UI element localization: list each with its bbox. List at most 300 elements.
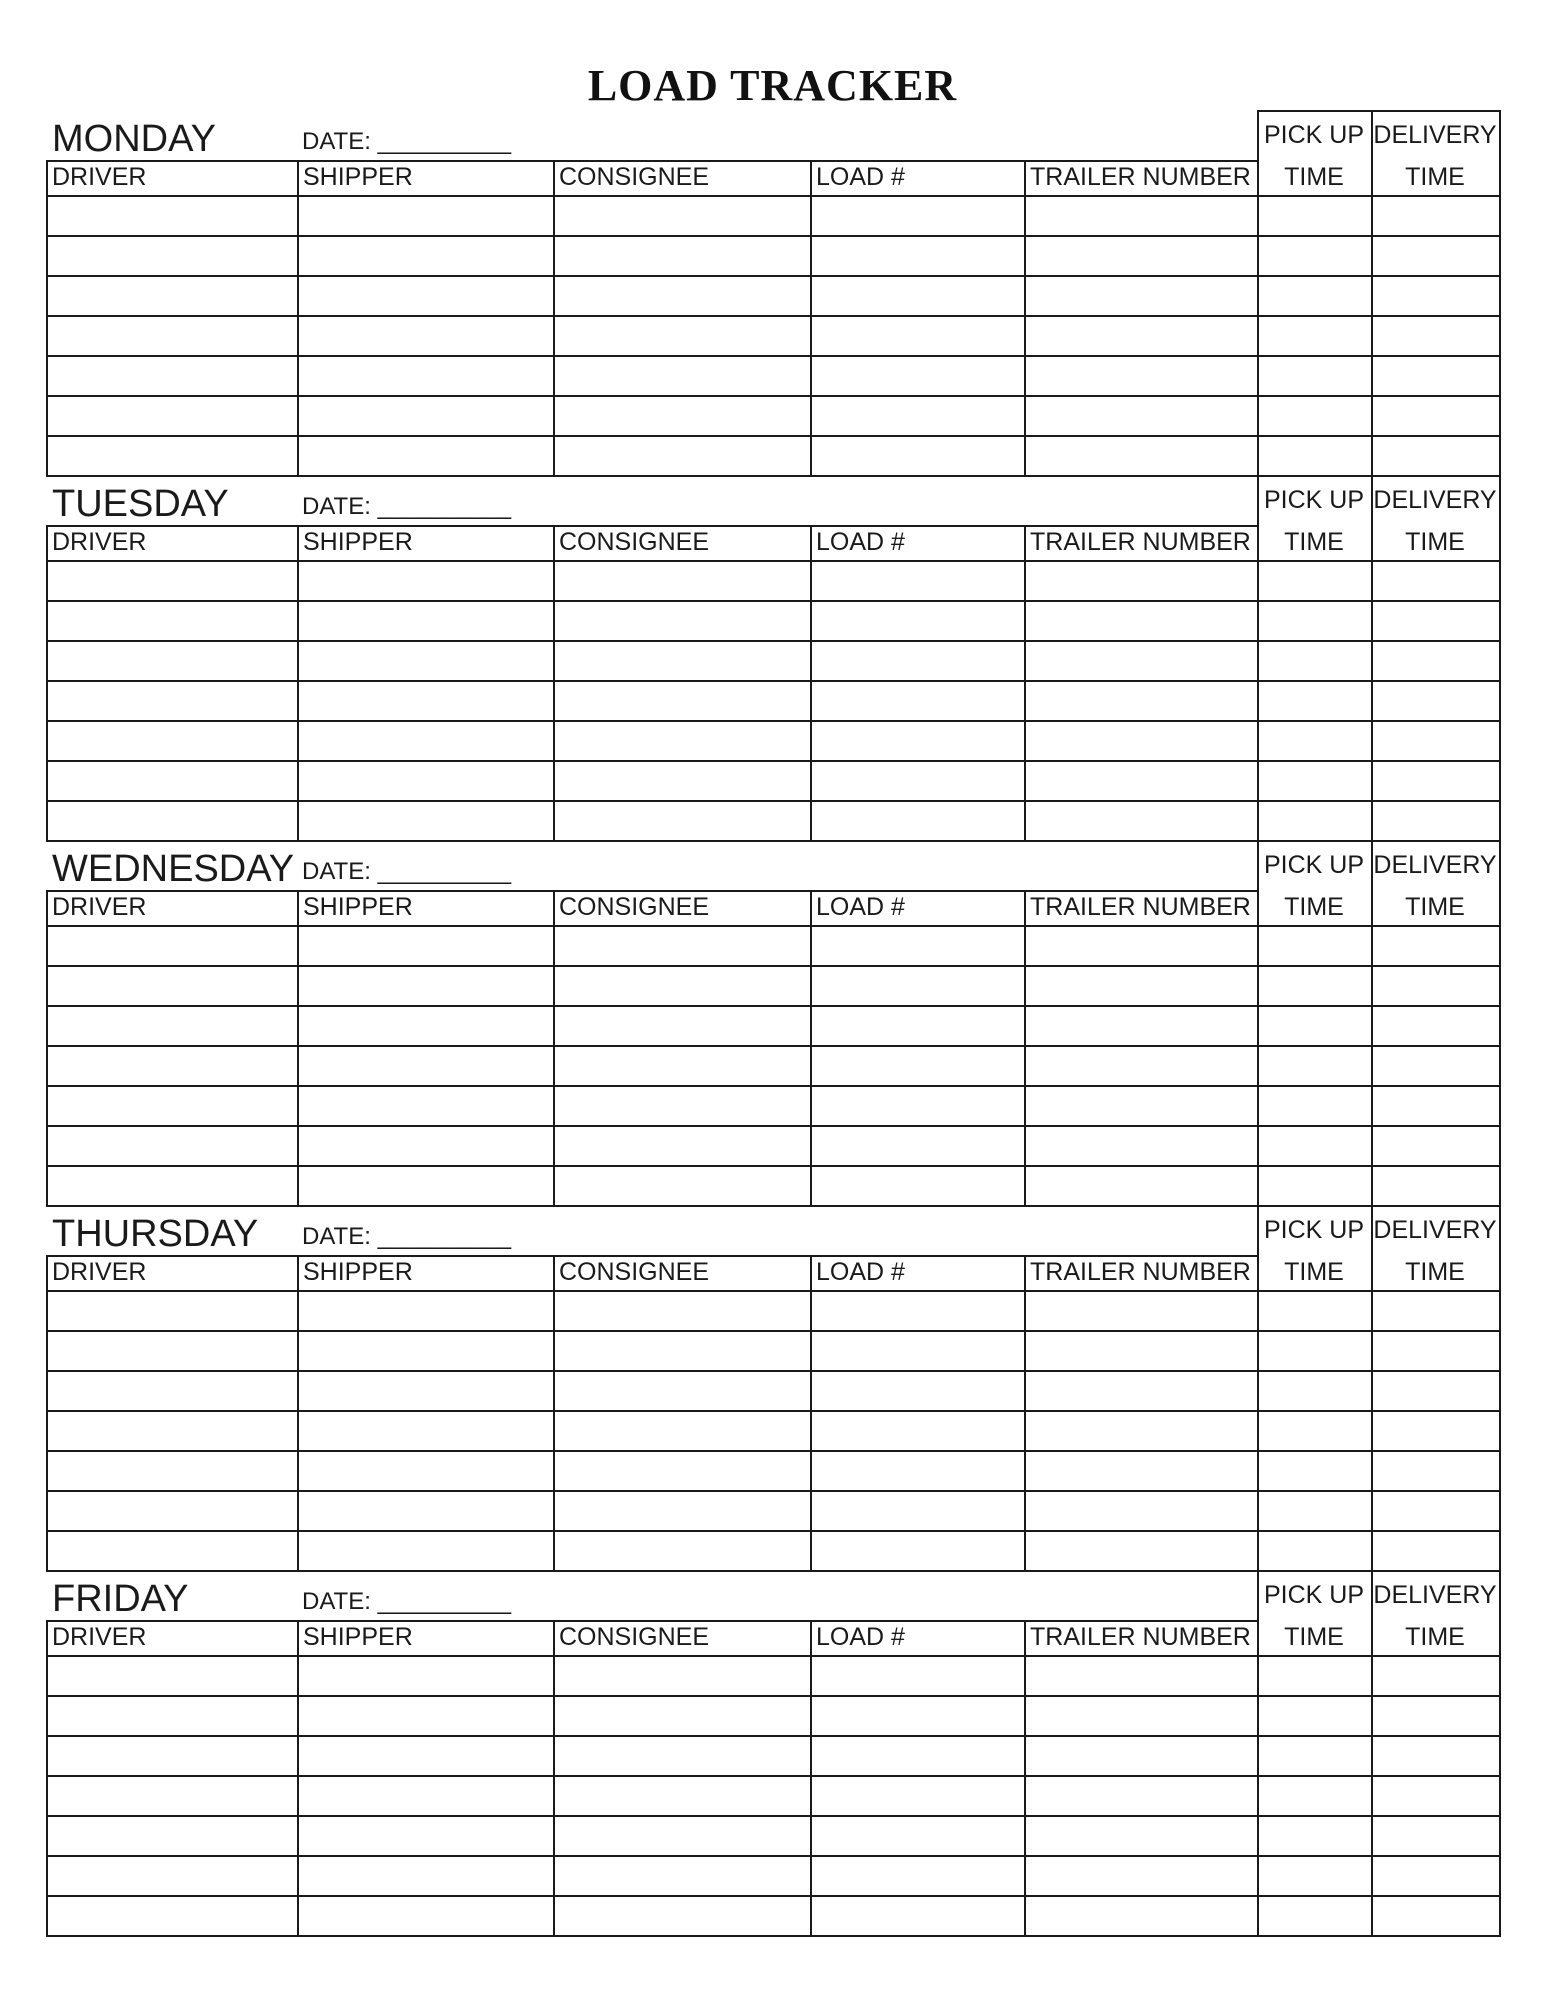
table-cell[interactable] xyxy=(299,642,553,680)
date-field[interactable]: DATE: __________ xyxy=(302,1223,512,1250)
table-cell[interactable] xyxy=(1259,602,1371,640)
table-cell[interactable] xyxy=(48,1777,297,1815)
table-cell[interactable] xyxy=(299,562,553,600)
column-header-load: LOAD # xyxy=(816,1623,905,1651)
table-cell[interactable] xyxy=(299,602,553,640)
table-cell[interactable] xyxy=(812,562,1024,600)
table-cell[interactable] xyxy=(812,682,1024,720)
table-cell[interactable] xyxy=(1373,197,1499,235)
table-cell[interactable] xyxy=(1026,722,1257,760)
table-cell[interactable] xyxy=(1026,1777,1257,1815)
table-cell[interactable] xyxy=(812,967,1024,1005)
column-header-driver: DRIVER xyxy=(52,1258,147,1286)
time-header-delivery-line2: TIME xyxy=(1405,1258,1465,1286)
table-cell[interactable] xyxy=(48,1087,297,1125)
table-cell[interactable] xyxy=(299,1492,553,1530)
date-field[interactable]: DATE: __________ xyxy=(302,858,512,885)
grid-line xyxy=(46,1255,1257,1257)
table-cell[interactable] xyxy=(1373,397,1499,435)
table-cell[interactable] xyxy=(48,927,297,965)
table-cell[interactable] xyxy=(299,1292,553,1330)
table-cell[interactable] xyxy=(1026,967,1257,1005)
table-cell[interactable] xyxy=(1259,1452,1371,1490)
table-cell[interactable] xyxy=(48,1332,297,1370)
table-cell[interactable] xyxy=(1373,562,1499,600)
time-header-pick-up-line1: PICK UP xyxy=(1263,851,1365,879)
table-cell[interactable] xyxy=(812,1657,1024,1695)
table-cell[interactable] xyxy=(555,1737,810,1775)
table-cell[interactable] xyxy=(555,437,810,475)
table-cell[interactable] xyxy=(1373,1532,1499,1570)
table-cell[interactable] xyxy=(555,642,810,680)
table-cell[interactable] xyxy=(1259,682,1371,720)
table-cell[interactable] xyxy=(555,1372,810,1410)
table-cell[interactable] xyxy=(555,682,810,720)
table-cell[interactable] xyxy=(1026,1532,1257,1570)
table-cell[interactable] xyxy=(1026,357,1257,395)
table-cell[interactable] xyxy=(1026,237,1257,275)
table-cell[interactable] xyxy=(1373,277,1499,315)
table-cell[interactable] xyxy=(1026,1737,1257,1775)
table-cell[interactable] xyxy=(555,562,810,600)
table-cell[interactable] xyxy=(48,1817,297,1855)
table-cell[interactable] xyxy=(48,1412,297,1450)
table-cell[interactable] xyxy=(812,1697,1024,1735)
table-cell[interactable] xyxy=(299,1737,553,1775)
table-cell[interactable] xyxy=(812,197,1024,235)
table-cell[interactable] xyxy=(812,1532,1024,1570)
table-cell[interactable] xyxy=(299,317,553,355)
table-cell[interactable] xyxy=(812,1127,1024,1165)
table-cell[interactable] xyxy=(812,1817,1024,1855)
table-cell[interactable] xyxy=(1026,1452,1257,1490)
table-cell[interactable] xyxy=(555,1452,810,1490)
table-cell[interactable] xyxy=(48,1452,297,1490)
column-header-trailer-number: TRAILER NUMBER xyxy=(1030,1258,1251,1286)
table-cell[interactable] xyxy=(1026,277,1257,315)
table-cell[interactable] xyxy=(1026,1372,1257,1410)
table-cell[interactable] xyxy=(48,1657,297,1695)
table-cell[interactable] xyxy=(1026,1817,1257,1855)
table-cell[interactable] xyxy=(1373,1817,1499,1855)
table-cell[interactable] xyxy=(1373,1737,1499,1775)
table-cell[interactable] xyxy=(812,437,1024,475)
table-cell[interactable] xyxy=(1259,762,1371,800)
table-cell[interactable] xyxy=(1373,1857,1499,1895)
table-cell[interactable] xyxy=(1373,927,1499,965)
table-cell[interactable] xyxy=(1373,1412,1499,1450)
table-cell[interactable] xyxy=(1373,1657,1499,1695)
table-cell[interactable] xyxy=(48,237,297,275)
column-header-trailer-number: TRAILER NUMBER xyxy=(1030,163,1251,191)
table-cell[interactable] xyxy=(1259,562,1371,600)
table-cell[interactable] xyxy=(1259,967,1371,1005)
column-header-shipper: SHIPPER xyxy=(303,163,413,191)
table-cell[interactable] xyxy=(1026,1167,1257,1205)
table-cell[interactable] xyxy=(555,1857,810,1895)
table-cell[interactable] xyxy=(1259,437,1371,475)
column-header-trailer-number: TRAILER NUMBER xyxy=(1030,893,1251,921)
table-cell[interactable] xyxy=(812,1007,1024,1045)
table-cell[interactable] xyxy=(555,1292,810,1330)
table-cell[interactable] xyxy=(1373,1167,1499,1205)
table-cell[interactable] xyxy=(299,1087,553,1125)
day-name: TUESDAY xyxy=(52,483,229,525)
table-cell[interactable] xyxy=(48,1737,297,1775)
time-header-delivery-line2: TIME xyxy=(1405,528,1465,556)
table-cell[interactable] xyxy=(48,1007,297,1045)
table-cell[interactable] xyxy=(1259,1412,1371,1450)
table-cell[interactable] xyxy=(1026,562,1257,600)
grid-line xyxy=(46,160,1257,162)
table-cell[interactable] xyxy=(48,1532,297,1570)
table-cell[interactable] xyxy=(48,642,297,680)
table-cell[interactable] xyxy=(1373,1372,1499,1410)
table-cell[interactable] xyxy=(299,967,553,1005)
day-name: WEDNESDAY xyxy=(52,848,295,890)
table-cell[interactable] xyxy=(1259,1532,1371,1570)
table-cell[interactable] xyxy=(299,1127,553,1165)
table-cell[interactable] xyxy=(299,1817,553,1855)
table-cell[interactable] xyxy=(812,1492,1024,1530)
time-header-pick-up-line2: TIME xyxy=(1284,1623,1344,1651)
table-cell[interactable] xyxy=(48,967,297,1005)
table-cell[interactable] xyxy=(48,722,297,760)
table-cell[interactable] xyxy=(299,197,553,235)
table-cell[interactable] xyxy=(1259,1492,1371,1530)
table-cell[interactable] xyxy=(1259,722,1371,760)
column-header-load: LOAD # xyxy=(816,1258,905,1286)
table-cell[interactable] xyxy=(1026,437,1257,475)
table-cell[interactable] xyxy=(1373,642,1499,680)
table-cell[interactable] xyxy=(555,722,810,760)
table-cell[interactable] xyxy=(1026,602,1257,640)
grid-line xyxy=(1257,1570,1501,1572)
table-cell[interactable] xyxy=(1026,1127,1257,1165)
table-cell[interactable] xyxy=(1259,197,1371,235)
table-cell[interactable] xyxy=(1026,802,1257,840)
table-cell[interactable] xyxy=(299,722,553,760)
table-cell[interactable] xyxy=(812,357,1024,395)
table-cell[interactable] xyxy=(555,237,810,275)
table-cell[interactable] xyxy=(1373,437,1499,475)
table-cell[interactable] xyxy=(1259,1372,1371,1410)
table-cell[interactable] xyxy=(812,642,1024,680)
table-cell[interactable] xyxy=(812,1087,1024,1125)
table-cell[interactable] xyxy=(1026,1697,1257,1735)
grid-line xyxy=(1499,840,1501,1207)
table-cell[interactable] xyxy=(555,762,810,800)
table-cell[interactable] xyxy=(812,317,1024,355)
column-header-load: LOAD # xyxy=(816,893,905,921)
table-cell[interactable] xyxy=(812,1332,1024,1370)
time-header-pick-up-line1: PICK UP xyxy=(1263,1216,1365,1244)
table-cell[interactable] xyxy=(1373,802,1499,840)
table-cell[interactable] xyxy=(555,197,810,235)
table-cell[interactable] xyxy=(812,1857,1024,1895)
table-cell[interactable] xyxy=(1373,357,1499,395)
table-cell[interactable] xyxy=(555,1532,810,1570)
day-name: THURSDAY xyxy=(52,1213,259,1255)
table-cell[interactable] xyxy=(1259,357,1371,395)
table-cell[interactable] xyxy=(812,602,1024,640)
table-cell[interactable] xyxy=(555,927,810,965)
table-cell[interactable] xyxy=(1259,1697,1371,1735)
table-cell[interactable] xyxy=(48,762,297,800)
column-header-driver: DRIVER xyxy=(52,163,147,191)
table-cell[interactable] xyxy=(299,237,553,275)
table-cell[interactable] xyxy=(48,1372,297,1410)
table-cell[interactable] xyxy=(1259,927,1371,965)
column-header-consignee: CONSIGNEE xyxy=(559,163,710,191)
table-cell[interactable] xyxy=(299,1657,553,1695)
table-cell[interactable] xyxy=(1259,1047,1371,1085)
table-cell[interactable] xyxy=(1026,1047,1257,1085)
table-cell[interactable] xyxy=(48,397,297,435)
time-header-pick-up-line2: TIME xyxy=(1284,528,1344,556)
table-cell[interactable] xyxy=(299,1372,553,1410)
table-cell[interactable] xyxy=(555,1332,810,1370)
table-cell[interactable] xyxy=(555,1817,810,1855)
table-cell[interactable] xyxy=(555,1167,810,1205)
grid-line xyxy=(46,1935,1501,1937)
table-cell[interactable] xyxy=(299,357,553,395)
column-header-trailer-number: TRAILER NUMBER xyxy=(1030,528,1251,556)
table-cell[interactable] xyxy=(812,1412,1024,1450)
table-cell[interactable] xyxy=(812,927,1024,965)
table-cell[interactable] xyxy=(812,1167,1024,1205)
table-cell[interactable] xyxy=(555,1127,810,1165)
table-cell[interactable] xyxy=(48,197,297,235)
table-cell[interactable] xyxy=(1373,237,1499,275)
table-cell[interactable] xyxy=(1026,762,1257,800)
table-cell[interactable] xyxy=(299,1007,553,1045)
table-cell[interactable] xyxy=(299,682,553,720)
table-cell[interactable] xyxy=(555,1697,810,1735)
table-cell[interactable] xyxy=(1026,1492,1257,1530)
table-cell[interactable] xyxy=(1373,967,1499,1005)
table-cell[interactable] xyxy=(812,802,1024,840)
table-cell[interactable] xyxy=(812,1897,1024,1935)
table-cell[interactable] xyxy=(1373,682,1499,720)
table-cell[interactable] xyxy=(299,1857,553,1895)
time-header-pick-up-line1: PICK UP xyxy=(1263,486,1365,514)
table-cell[interactable] xyxy=(812,397,1024,435)
table-cell[interactable] xyxy=(48,437,297,475)
table-cell[interactable] xyxy=(48,1047,297,1085)
table-cell[interactable] xyxy=(1259,277,1371,315)
table-cell[interactable] xyxy=(1026,1087,1257,1125)
table-cell[interactable] xyxy=(812,1292,1024,1330)
table-cell[interactable] xyxy=(555,277,810,315)
column-header-driver: DRIVER xyxy=(52,528,147,556)
table-cell[interactable] xyxy=(1373,1492,1499,1530)
table-cell[interactable] xyxy=(555,317,810,355)
table-cell[interactable] xyxy=(555,1047,810,1085)
table-cell[interactable] xyxy=(812,237,1024,275)
table-cell[interactable] xyxy=(1373,602,1499,640)
table-cell[interactable] xyxy=(812,1777,1024,1815)
table-cell[interactable] xyxy=(1259,1167,1371,1205)
time-header-delivery-line1: DELIVERY xyxy=(1373,121,1497,149)
table-cell[interactable] xyxy=(299,397,553,435)
column-header-consignee: CONSIGNEE xyxy=(559,1623,710,1651)
table-cell[interactable] xyxy=(1026,1897,1257,1935)
table-cell[interactable] xyxy=(1373,317,1499,355)
table-cell[interactable] xyxy=(1026,1657,1257,1695)
column-header-trailer-number: TRAILER NUMBER xyxy=(1030,1623,1251,1651)
column-header-driver: DRIVER xyxy=(52,1623,147,1651)
table-cell[interactable] xyxy=(555,397,810,435)
day-section-tuesday xyxy=(0,475,1545,865)
table-cell[interactable] xyxy=(299,1167,553,1205)
table-cell[interactable] xyxy=(1373,722,1499,760)
table-cell[interactable] xyxy=(1373,1332,1499,1370)
table-cell[interactable] xyxy=(48,357,297,395)
table-cell[interactable] xyxy=(299,1532,553,1570)
table-cell[interactable] xyxy=(1026,642,1257,680)
table-cell[interactable] xyxy=(1373,1047,1499,1085)
table-cell[interactable] xyxy=(1373,762,1499,800)
table-cell[interactable] xyxy=(1026,1292,1257,1330)
table-cell[interactable] xyxy=(1373,1087,1499,1125)
table-cell[interactable] xyxy=(48,802,297,840)
date-field[interactable]: DATE: __________ xyxy=(302,493,512,520)
table-cell[interactable] xyxy=(48,317,297,355)
table-cell[interactable] xyxy=(812,277,1024,315)
table-cell[interactable] xyxy=(1259,1897,1371,1935)
table-cell[interactable] xyxy=(48,1292,297,1330)
table-cell[interactable] xyxy=(555,1777,810,1815)
table-cell[interactable] xyxy=(299,277,553,315)
table-cell[interactable] xyxy=(48,602,297,640)
table-cell[interactable] xyxy=(299,437,553,475)
table-cell[interactable] xyxy=(1259,1817,1371,1855)
table-cell[interactable] xyxy=(1259,1657,1371,1695)
table-cell[interactable] xyxy=(1026,197,1257,235)
table-cell[interactable] xyxy=(555,1412,810,1450)
table-cell[interactable] xyxy=(299,1777,553,1815)
table-cell[interactable] xyxy=(1026,317,1257,355)
table-cell[interactable] xyxy=(555,1492,810,1530)
table-cell[interactable] xyxy=(1259,1857,1371,1895)
table-cell[interactable] xyxy=(48,682,297,720)
table-cell[interactable] xyxy=(555,967,810,1005)
table-cell[interactable] xyxy=(812,722,1024,760)
table-cell[interactable] xyxy=(299,1897,553,1935)
table-cell[interactable] xyxy=(812,1737,1024,1775)
column-header-driver: DRIVER xyxy=(52,893,147,921)
time-header-delivery-line1: DELIVERY xyxy=(1373,1216,1497,1244)
table-cell[interactable] xyxy=(1373,1452,1499,1490)
table-cell[interactable] xyxy=(299,1697,553,1735)
table-cell[interactable] xyxy=(48,1897,297,1935)
table-cell[interactable] xyxy=(48,1127,297,1165)
grid-line xyxy=(46,1620,1257,1622)
grid-line xyxy=(1257,475,1501,477)
table-cell[interactable] xyxy=(555,1897,810,1935)
table-cell[interactable] xyxy=(1373,1127,1499,1165)
table-cell[interactable] xyxy=(1026,927,1257,965)
table-cell[interactable] xyxy=(299,1412,553,1450)
table-cell[interactable] xyxy=(299,1332,553,1370)
grid-line xyxy=(1499,1570,1501,1937)
table-cell[interactable] xyxy=(1026,682,1257,720)
grid-line xyxy=(1257,840,1501,842)
table-cell[interactable] xyxy=(1259,237,1371,275)
time-header-delivery-line2: TIME xyxy=(1405,163,1465,191)
table-cell[interactable] xyxy=(1259,1737,1371,1775)
table-cell[interactable] xyxy=(555,1007,810,1045)
table-cell[interactable] xyxy=(1373,1777,1499,1815)
table-cell[interactable] xyxy=(1259,317,1371,355)
table-cell[interactable] xyxy=(48,1492,297,1530)
table-cell[interactable] xyxy=(1026,397,1257,435)
table-cell[interactable] xyxy=(1373,1007,1499,1045)
table-cell[interactable] xyxy=(555,802,810,840)
table-cell[interactable] xyxy=(1259,1292,1371,1330)
date-field[interactable]: DATE: __________ xyxy=(302,128,512,155)
table-cell[interactable] xyxy=(299,1047,553,1085)
column-header-consignee: CONSIGNEE xyxy=(559,528,710,556)
table-cell[interactable] xyxy=(1026,1857,1257,1895)
grid-line xyxy=(1499,1205,1501,1572)
table-cell[interactable] xyxy=(812,1047,1024,1085)
column-header-load: LOAD # xyxy=(816,528,905,556)
table-cell[interactable] xyxy=(1373,1292,1499,1330)
time-header-delivery-line1: DELIVERY xyxy=(1373,851,1497,879)
table-cell[interactable] xyxy=(1259,1127,1371,1165)
date-field[interactable]: DATE: __________ xyxy=(302,1588,512,1615)
table-cell[interactable] xyxy=(48,1697,297,1735)
table-cell[interactable] xyxy=(299,1452,553,1490)
table-cell[interactable] xyxy=(299,927,553,965)
table-cell[interactable] xyxy=(1259,397,1371,435)
table-cell[interactable] xyxy=(555,1657,810,1695)
column-header-load: LOAD # xyxy=(816,163,905,191)
column-header-consignee: CONSIGNEE xyxy=(559,1258,710,1286)
time-header-pick-up-line2: TIME xyxy=(1284,1258,1344,1286)
table-cell[interactable] xyxy=(299,762,553,800)
table-cell[interactable] xyxy=(299,802,553,840)
table-cell[interactable] xyxy=(812,762,1024,800)
table-cell[interactable] xyxy=(1259,1332,1371,1370)
table-cell[interactable] xyxy=(812,1372,1024,1410)
table-cell[interactable] xyxy=(812,1452,1024,1490)
table-cell[interactable] xyxy=(1026,1007,1257,1045)
table-cell[interactable] xyxy=(1026,1332,1257,1370)
grid-line xyxy=(1499,110,1501,477)
table-cell[interactable] xyxy=(555,1087,810,1125)
table-cell[interactable] xyxy=(555,602,810,640)
day-section-wednesday xyxy=(0,840,1545,1230)
table-cell[interactable] xyxy=(48,1857,297,1895)
grid-line xyxy=(1499,475,1501,842)
table-cell[interactable] xyxy=(1259,1087,1371,1125)
table-cell[interactable] xyxy=(48,1167,297,1205)
grid-line xyxy=(1257,110,1501,112)
table-cell[interactable] xyxy=(48,562,297,600)
table-cell[interactable] xyxy=(1373,1697,1499,1735)
table-cell[interactable] xyxy=(555,357,810,395)
table-cell[interactable] xyxy=(1026,1412,1257,1450)
table-cell[interactable] xyxy=(48,277,297,315)
table-cell[interactable] xyxy=(1259,1777,1371,1815)
table-cell[interactable] xyxy=(1373,1897,1499,1935)
table-cell[interactable] xyxy=(1259,802,1371,840)
table-cell[interactable] xyxy=(1259,1007,1371,1045)
table-cell[interactable] xyxy=(1259,642,1371,680)
